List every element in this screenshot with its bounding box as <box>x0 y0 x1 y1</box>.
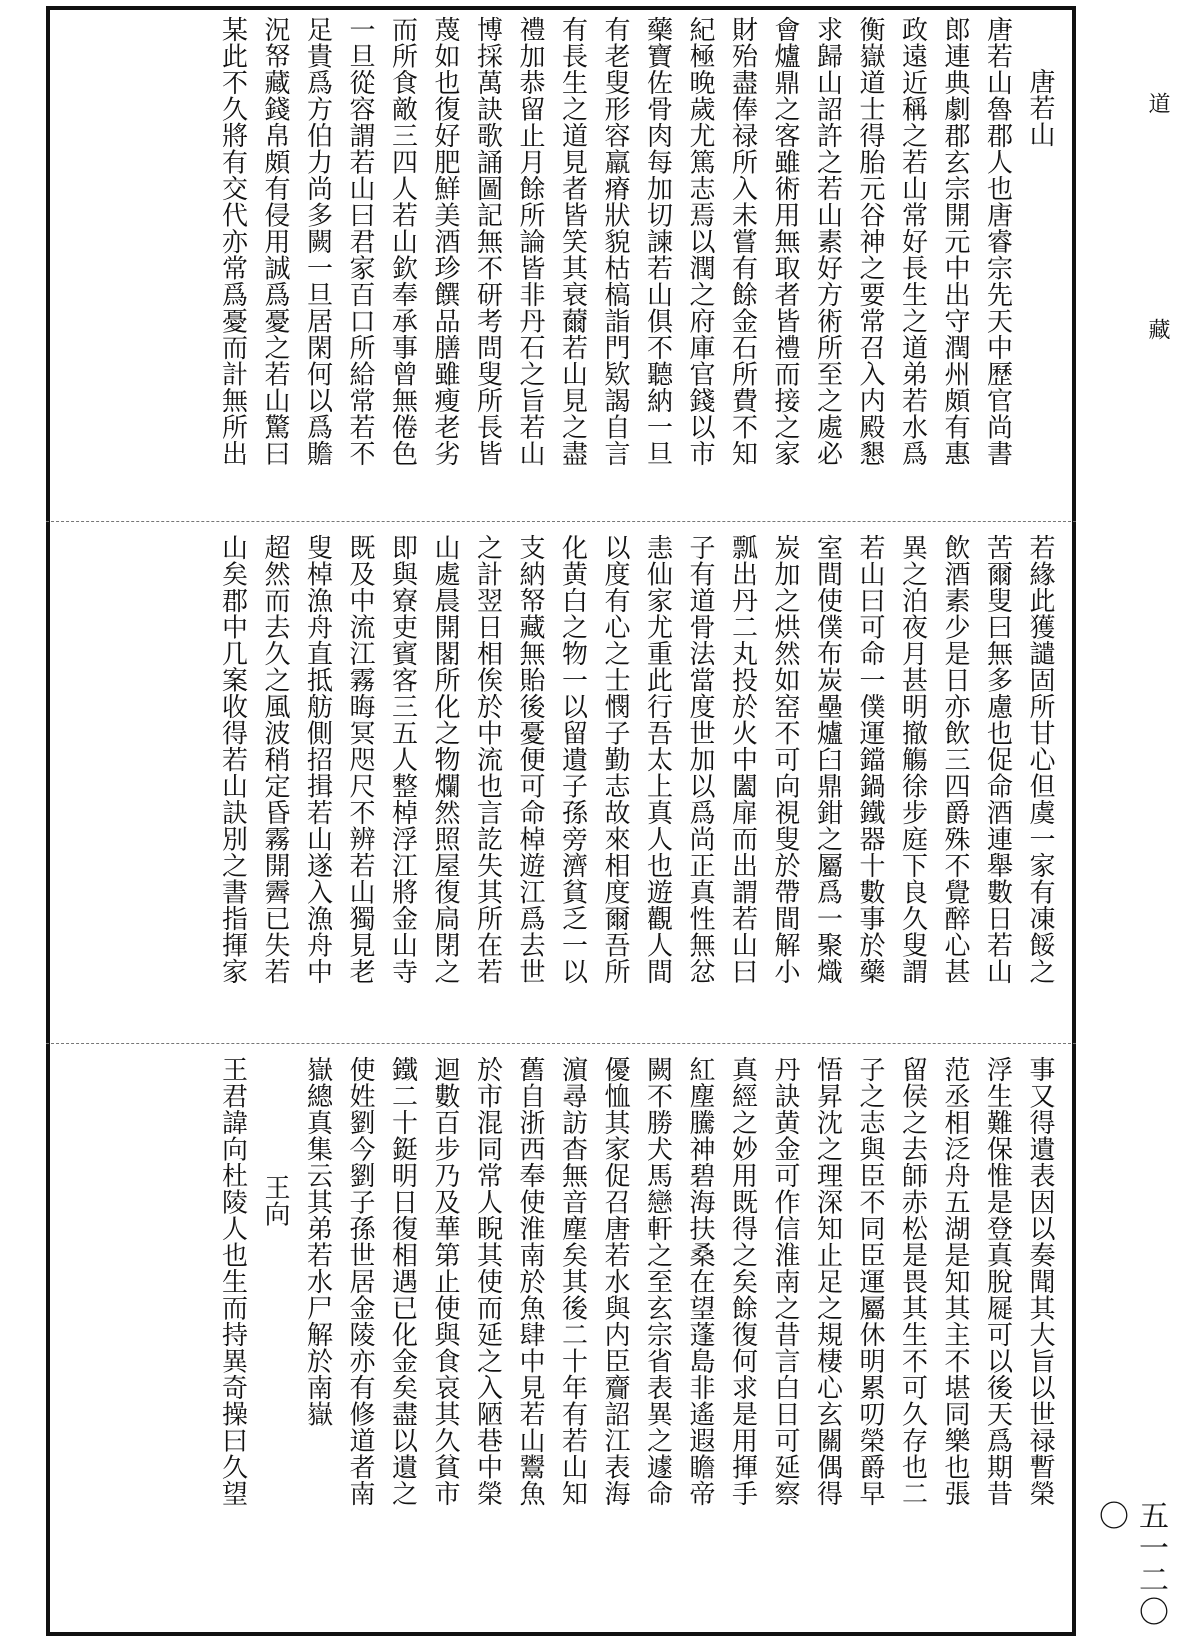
text-column: 使姓劉今劉子孫世居金陵亦有修道者南 <box>345 1056 375 1507</box>
text-column: 況帑藏錢帛頗有侵用誠爲憂之若山驚曰 <box>260 16 290 467</box>
panel-divider-1 <box>46 521 1076 522</box>
page-number: 五一二〇〇 <box>1093 1500 1168 1628</box>
text-column: 有老叟形容羸瘠狀貌枯槁詣門欵謁自言 <box>600 16 630 467</box>
text-column: 悟昇沈之理深知止足之規棲心玄關偶得 <box>812 1056 843 1507</box>
text-column: 即與寮吏賓客三五人整棹浮江將金山寺 <box>387 534 418 985</box>
text-column: 若山曰可命一僕運鐺鍋鐵器十數事於藥 <box>855 534 885 985</box>
text-column: 異之泊夜月甚明撤觴徐步庭下良久叟謂 <box>897 534 928 985</box>
text-column: 子之志與臣不同臣運屬休明累叨榮爵早 <box>855 1056 885 1507</box>
text-column: 叟棹漁舟直抵舫側招揖若山遂入漁舟中 <box>302 534 333 985</box>
text-panel-2 <box>60 534 1060 1034</box>
margin-label-dao: 道 <box>1145 92 1170 114</box>
text-column: 化黄白之物一以留遺子孫旁濟貧乏一以 <box>557 534 588 985</box>
text-column: 恚仙家尤重此行吾太上真人也遊觀人間 <box>642 534 673 985</box>
text-column: 若緣此獲譴固所甘心但虞一家有凍餒之 <box>1025 534 1055 985</box>
text-column: 王君諱向杜陵人也生而持異奇操曰久望 <box>217 1056 248 1507</box>
text-column: 紅塵騰神碧海扶桑在望蓬島非遙遐瞻帝 <box>685 1056 715 1507</box>
text-column: 紀極晚歲尤篤志焉以潤之府庫官錢以市 <box>685 16 715 467</box>
text-column: 某此不久將有交代亦常爲憂而計無所出 <box>217 16 248 467</box>
text-column: 以度有心之士憫子勤志故來相度爾吾所 <box>600 534 630 985</box>
text-column: 唐若山魯郡人也唐睿宗先天中歷官尚書 <box>982 16 1013 467</box>
text-column: 嶽總真集云其弟若水尸解於南嶽 <box>302 1056 333 1427</box>
text-column: 炭加之烘然如窑不可向視叟於帶間解小 <box>770 534 800 985</box>
text-column: 會爐鼎之客雖術用無取者皆禮而接之家 <box>770 16 800 467</box>
text-column: 博採萬訣歌誦圖記無不研考問叟所長皆 <box>472 16 503 467</box>
text-column: 足貴爲方伯力尚多闕一旦居閑何以爲贍 <box>302 16 333 467</box>
text-column: 舊自浙西奉使淮南於魚肆中見若山鬻魚 <box>515 1056 545 1507</box>
text-column: 闕不勝犬馬戀軒之至玄宗省表異之遽命 <box>642 1056 673 1507</box>
text-column: 藥寶佐骨肉每加切諫若山俱不聽納一旦 <box>642 16 673 467</box>
text-column: 財殆盡俸禄所入未嘗有餘金石所費不知 <box>727 16 758 467</box>
text-column: 政遠近稱之若山常好長生之道弟若水爲 <box>897 16 928 467</box>
text-column: 子有道骨法當度世加以爲尚正真性無忿 <box>685 534 715 985</box>
text-column: 范丞相泛舟五湖是知其主不堪同樂也張 <box>940 1056 970 1507</box>
text-column: 之計翌日相俟於中流也言訖失其所在若 <box>472 534 503 985</box>
panel-divider-2 <box>46 1043 1076 1044</box>
text-column: 真經之妙用既得之矣餘復何求是用揮手 <box>727 1056 758 1507</box>
text-column: 禮加恭留止月餘所論皆非丹石之旨若山 <box>515 16 545 467</box>
text-column: 求歸山詔許之若山素好方術所至之處必 <box>812 16 843 467</box>
text-column: 山處晨開閣所化之物爛然照屋復扃閉之 <box>430 534 460 985</box>
text-column: 山矣郡中几案收得若山訣別之書指揮家 <box>217 534 248 985</box>
text-column: 飲酒素少是日亦飲三四爵殊不覺醉心甚 <box>940 534 970 985</box>
text-column: 浮生難保惟是登真脫屣可以後天爲期昔 <box>982 1056 1013 1507</box>
text-panel-3 <box>60 1056 1060 1622</box>
text-column: 而所食敵三四人若山欽奉承事曾無倦色 <box>387 16 418 467</box>
text-column: 事又得遺表因以奏聞其大旨以世禄暫榮 <box>1025 1056 1055 1507</box>
text-column: 既及中流江霧晦冥咫尺不辨若山獨見老 <box>345 534 375 985</box>
text-column: 苦爾叟曰無多慮也促命酒連舉數日若山 <box>982 534 1013 985</box>
text-column: 於市混同常人睨其使而延之入陋巷中榮 <box>472 1056 503 1507</box>
text-panel-1 <box>60 16 1060 514</box>
section-heading: 唐若山 <box>1025 68 1055 148</box>
text-column: 超然而去久之風波稍定昏霧開霽已失若 <box>260 534 290 985</box>
section-heading: 王向 <box>260 1174 290 1227</box>
text-column: 丹訣黄金可作信淮南之昔言白日可延察 <box>770 1056 800 1507</box>
text-column: 迴數百步乃及華第止使與食哀其久貧市 <box>430 1056 460 1507</box>
text-column: 衡嶽道士得胎元谷神之要常召入内殿懇 <box>855 16 885 467</box>
text-column: 鐵二十鋌明日復相遇已化金矣盡以遺之 <box>387 1056 418 1507</box>
text-column: 優恤其家促召唐若水與内臣齎詔江表海 <box>600 1056 630 1507</box>
text-column: 室間使僕布炭壘爐臼鼎鉗之屬爲一聚熾 <box>812 534 843 985</box>
text-column: 瓢出丹二丸投於火中闔扉而出謂若山曰 <box>727 534 758 985</box>
text-column: 支納帑藏無貽後憂便可命棹遊江爲去世 <box>515 534 545 985</box>
text-column: 一旦從容謂若山曰君家百口所給常若不 <box>345 16 375 467</box>
text-column: 郎連典劇郡玄宗開元中出守潤州頗有惠 <box>940 16 970 467</box>
text-column: 留侯之去師赤松是畏其生不可久存也二 <box>897 1056 928 1507</box>
text-column: 有長生之道見者皆笑其衰薾若山見之盡 <box>557 16 588 467</box>
text-column: 濵尋訪杳無音塵矣其後二十年有若山知 <box>557 1056 588 1507</box>
text-column: 蔑如也復好肥鮮美酒珍饌品膳雖瘦老劣 <box>430 16 460 467</box>
margin-label-zang: 藏 <box>1145 318 1170 340</box>
